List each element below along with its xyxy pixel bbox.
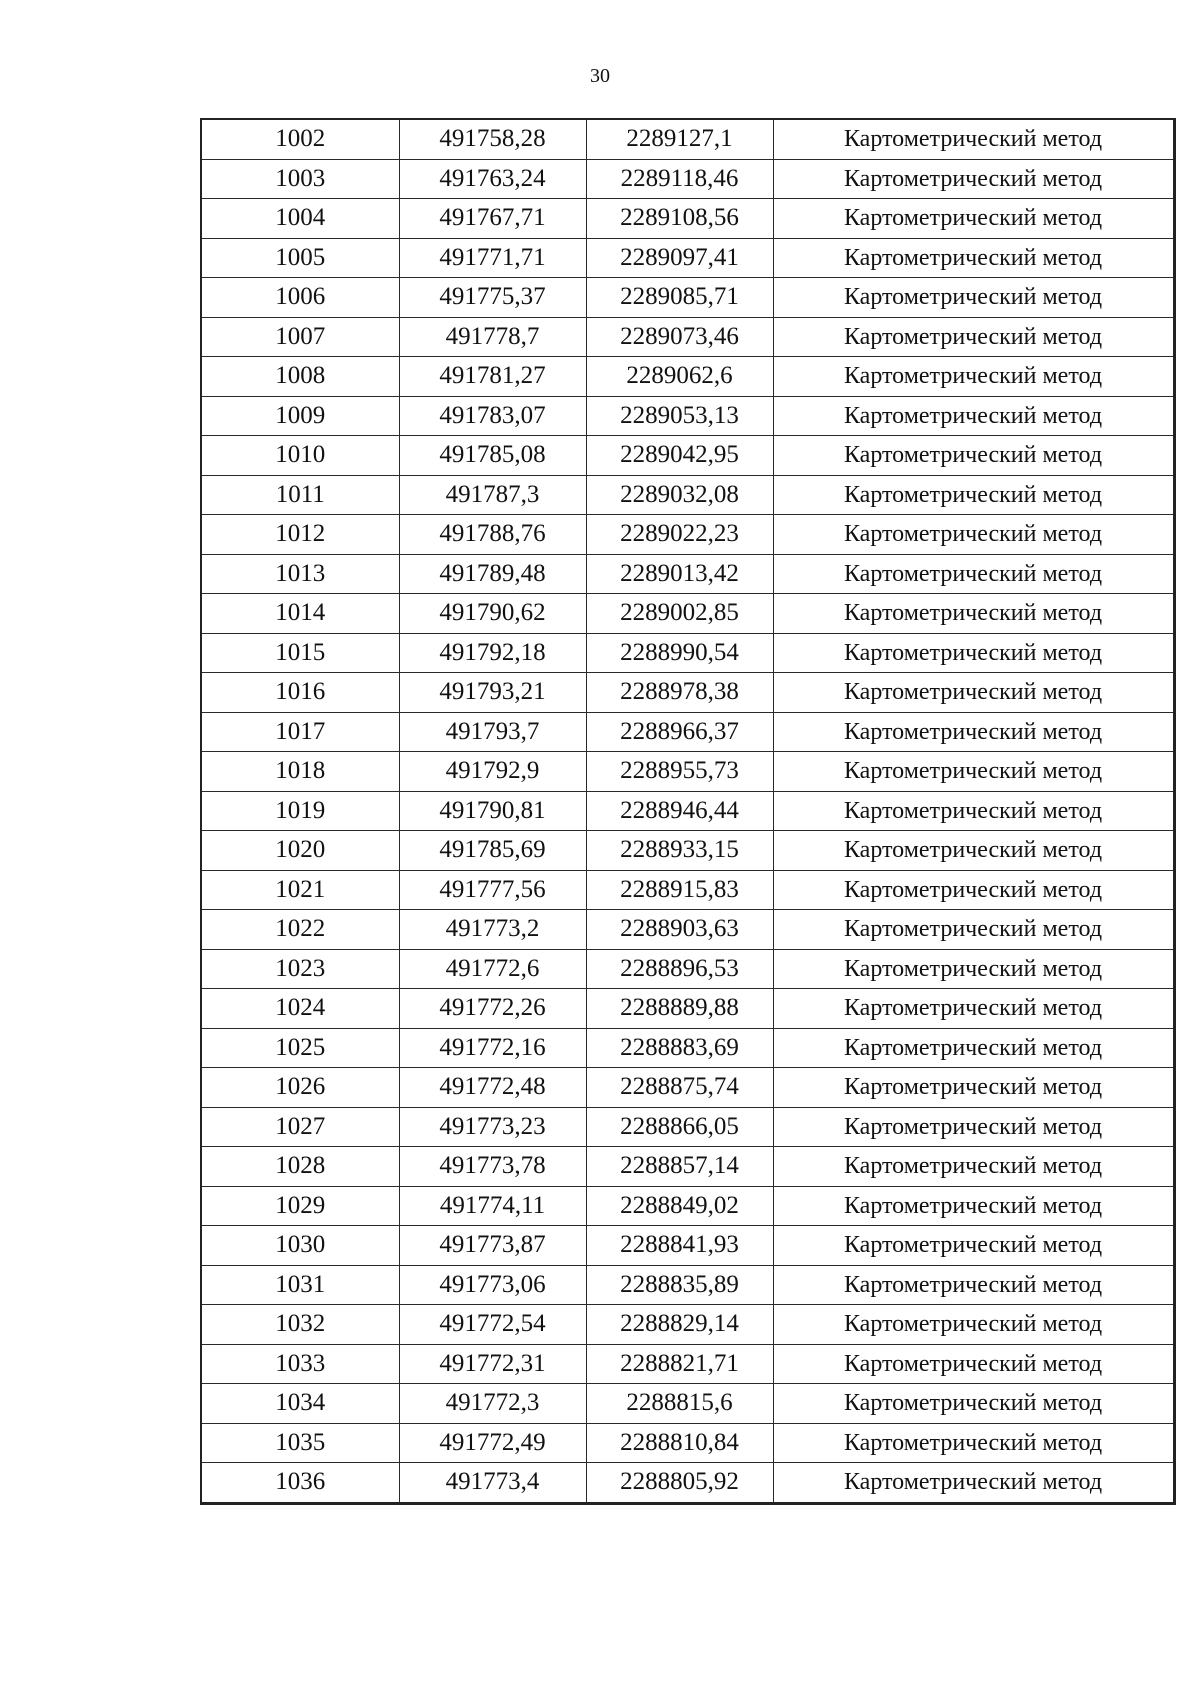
x-coordinate-cell: 491790,81 — [399, 791, 586, 831]
table-row — [201, 1107, 1174, 1147]
method-cell: Картометрический метод — [773, 1028, 1174, 1068]
method-cell: Картометрический метод — [773, 633, 1174, 673]
y-coordinate-cell: 2288955,73 — [586, 752, 773, 792]
table-row — [201, 554, 1174, 594]
y-coordinate-cell: 2289085,71 — [586, 278, 773, 318]
point-number-cell: 1008 — [201, 357, 399, 397]
y-coordinate-cell: 2288915,83 — [586, 870, 773, 910]
table-row — [201, 1226, 1174, 1266]
point-number-cell: 1017 — [201, 712, 399, 752]
x-coordinate-cell: 491773,4 — [399, 1463, 586, 1504]
x-coordinate-cell: 491775,37 — [399, 278, 586, 318]
x-coordinate-cell: 491772,48 — [399, 1068, 586, 1108]
method-cell: Картометрический метод — [773, 791, 1174, 831]
x-coordinate-cell: 491772,49 — [399, 1423, 586, 1463]
y-coordinate-cell: 2288841,93 — [586, 1226, 773, 1266]
method-cell: Картометрический метод — [773, 1265, 1174, 1305]
table-row — [201, 159, 1174, 199]
x-coordinate-cell: 491792,18 — [399, 633, 586, 673]
x-coordinate-cell: 491773,87 — [399, 1226, 586, 1266]
point-number-cell: 1012 — [201, 515, 399, 555]
y-coordinate-cell: 2289013,42 — [586, 554, 773, 594]
table-row — [201, 673, 1174, 713]
y-coordinate-cell: 2288990,54 — [586, 633, 773, 673]
point-number-cell: 1003 — [201, 159, 399, 199]
point-number-cell: 1011 — [201, 475, 399, 515]
x-coordinate-cell: 491772,54 — [399, 1305, 586, 1345]
y-coordinate-cell: 2288933,15 — [586, 831, 773, 871]
x-coordinate-cell: 491772,26 — [399, 989, 586, 1029]
coordinates-table-body — [201, 119, 1174, 1503]
y-coordinate-cell: 2288829,14 — [586, 1305, 773, 1345]
y-coordinate-cell: 2289002,85 — [586, 594, 773, 634]
method-cell: Картометрический метод — [773, 1344, 1174, 1384]
y-coordinate-cell: 2289097,41 — [586, 238, 773, 278]
method-cell: Картометрический метод — [773, 1068, 1174, 1108]
y-coordinate-cell: 2288821,71 — [586, 1344, 773, 1384]
method-cell: Картометрический метод — [773, 1107, 1174, 1147]
point-number-cell: 1007 — [201, 317, 399, 357]
point-number-cell: 1035 — [201, 1423, 399, 1463]
method-cell: Картометрический метод — [773, 1384, 1174, 1424]
method-cell: Картометрический метод — [773, 831, 1174, 871]
y-coordinate-cell: 2289108,56 — [586, 199, 773, 239]
x-coordinate-cell: 491785,08 — [399, 436, 586, 476]
y-coordinate-cell: 2289062,6 — [586, 357, 773, 397]
y-coordinate-cell: 2289127,1 — [586, 119, 773, 159]
table-row — [201, 712, 1174, 752]
x-coordinate-cell: 491773,06 — [399, 1265, 586, 1305]
method-cell: Картометрический метод — [773, 436, 1174, 476]
y-coordinate-cell: 2288815,6 — [586, 1384, 773, 1424]
table-row — [201, 831, 1174, 871]
table-row — [201, 1344, 1174, 1384]
point-number-cell: 1019 — [201, 791, 399, 831]
y-coordinate-cell: 2289032,08 — [586, 475, 773, 515]
method-cell: Картометрический метод — [773, 238, 1174, 278]
x-coordinate-cell: 491773,2 — [399, 910, 586, 950]
x-coordinate-cell: 491772,31 — [399, 1344, 586, 1384]
point-number-cell: 1018 — [201, 752, 399, 792]
x-coordinate-cell: 491787,3 — [399, 475, 586, 515]
y-coordinate-cell: 2288857,14 — [586, 1147, 773, 1187]
table-row — [201, 870, 1174, 910]
y-coordinate-cell: 2288978,38 — [586, 673, 773, 713]
point-number-cell: 1016 — [201, 673, 399, 713]
method-cell: Картометрический метод — [773, 752, 1174, 792]
coordinates-table — [200, 118, 1176, 1505]
table-row — [201, 1463, 1174, 1504]
point-number-cell: 1004 — [201, 199, 399, 239]
page-number: 30 — [590, 65, 610, 87]
x-coordinate-cell: 491781,27 — [399, 357, 586, 397]
method-cell: Картометрический метод — [773, 119, 1174, 159]
y-coordinate-cell: 2289053,13 — [586, 396, 773, 436]
point-number-cell: 1029 — [201, 1186, 399, 1226]
y-coordinate-cell: 2288849,02 — [586, 1186, 773, 1226]
x-coordinate-cell: 491772,3 — [399, 1384, 586, 1424]
table-row — [201, 317, 1174, 357]
point-number-cell: 1009 — [201, 396, 399, 436]
method-cell: Картометрический метод — [773, 1305, 1174, 1345]
x-coordinate-cell: 491774,11 — [399, 1186, 586, 1226]
table-row — [201, 199, 1174, 239]
table-row — [201, 1028, 1174, 1068]
x-coordinate-cell: 491767,71 — [399, 199, 586, 239]
table-row — [201, 1265, 1174, 1305]
table-row — [201, 1186, 1174, 1226]
y-coordinate-cell: 2288903,63 — [586, 910, 773, 950]
table-row — [201, 475, 1174, 515]
point-number-cell: 1014 — [201, 594, 399, 634]
point-number-cell: 1013 — [201, 554, 399, 594]
table-row — [201, 515, 1174, 555]
method-cell: Картометрический метод — [773, 1186, 1174, 1226]
method-cell: Картометрический метод — [773, 1423, 1174, 1463]
point-number-cell: 1034 — [201, 1384, 399, 1424]
table-row — [201, 989, 1174, 1029]
point-number-cell: 1028 — [201, 1147, 399, 1187]
point-number-cell: 1021 — [201, 870, 399, 910]
x-coordinate-cell: 491773,78 — [399, 1147, 586, 1187]
table-row — [201, 1423, 1174, 1463]
point-number-cell: 1002 — [201, 119, 399, 159]
method-cell: Картометрический метод — [773, 475, 1174, 515]
y-coordinate-cell: 2288875,74 — [586, 1068, 773, 1108]
table-row — [201, 119, 1174, 159]
x-coordinate-cell: 491773,23 — [399, 1107, 586, 1147]
table-row — [201, 1305, 1174, 1345]
table-row — [201, 357, 1174, 397]
point-number-cell: 1023 — [201, 949, 399, 989]
x-coordinate-cell: 491793,7 — [399, 712, 586, 752]
point-number-cell: 1020 — [201, 831, 399, 871]
method-cell: Картометрический метод — [773, 554, 1174, 594]
y-coordinate-cell: 2288966,37 — [586, 712, 773, 752]
x-coordinate-cell: 491789,48 — [399, 554, 586, 594]
method-cell: Картометрический метод — [773, 1226, 1174, 1266]
y-coordinate-cell: 2288889,88 — [586, 989, 773, 1029]
table-row — [201, 396, 1174, 436]
method-cell: Картометрический метод — [773, 317, 1174, 357]
point-number-cell: 1030 — [201, 1226, 399, 1266]
method-cell: Картометрический метод — [773, 396, 1174, 436]
point-number-cell: 1031 — [201, 1265, 399, 1305]
x-coordinate-cell: 491763,24 — [399, 159, 586, 199]
table-row — [201, 1384, 1174, 1424]
x-coordinate-cell: 491772,6 — [399, 949, 586, 989]
point-number-cell: 1010 — [201, 436, 399, 476]
x-coordinate-cell: 491772,16 — [399, 1028, 586, 1068]
method-cell: Картометрический метод — [773, 199, 1174, 239]
y-coordinate-cell: 2288805,92 — [586, 1463, 773, 1504]
x-coordinate-cell: 491792,9 — [399, 752, 586, 792]
method-cell: Картометрический метод — [773, 712, 1174, 752]
y-coordinate-cell: 2288946,44 — [586, 791, 773, 831]
method-cell: Картометрический метод — [773, 910, 1174, 950]
table-row — [201, 238, 1174, 278]
method-cell: Картометрический метод — [773, 357, 1174, 397]
x-coordinate-cell: 491790,62 — [399, 594, 586, 634]
method-cell: Картометрический метод — [773, 870, 1174, 910]
method-cell: Картометрический метод — [773, 1147, 1174, 1187]
x-coordinate-cell: 491758,28 — [399, 119, 586, 159]
point-number-cell: 1022 — [201, 910, 399, 950]
method-cell: Картометрический метод — [773, 594, 1174, 634]
method-cell: Картометрический метод — [773, 278, 1174, 318]
y-coordinate-cell: 2289073,46 — [586, 317, 773, 357]
table-row — [201, 436, 1174, 476]
point-number-cell: 1006 — [201, 278, 399, 318]
point-number-cell: 1032 — [201, 1305, 399, 1345]
x-coordinate-cell: 491783,07 — [399, 396, 586, 436]
method-cell: Картометрический метод — [773, 159, 1174, 199]
point-number-cell: 1027 — [201, 1107, 399, 1147]
y-coordinate-cell: 2288866,05 — [586, 1107, 773, 1147]
x-coordinate-cell: 491778,7 — [399, 317, 586, 357]
x-coordinate-cell: 491785,69 — [399, 831, 586, 871]
point-number-cell: 1015 — [201, 633, 399, 673]
point-number-cell: 1026 — [201, 1068, 399, 1108]
point-number-cell: 1036 — [201, 1463, 399, 1504]
table-row — [201, 910, 1174, 950]
x-coordinate-cell: 491788,76 — [399, 515, 586, 555]
method-cell: Картометрический метод — [773, 673, 1174, 713]
y-coordinate-cell: 2289022,23 — [586, 515, 773, 555]
point-number-cell: 1033 — [201, 1344, 399, 1384]
method-cell: Картометрический метод — [773, 515, 1174, 555]
x-coordinate-cell: 491771,71 — [399, 238, 586, 278]
table-row — [201, 278, 1174, 318]
table-row — [201, 949, 1174, 989]
y-coordinate-cell: 2288883,69 — [586, 1028, 773, 1068]
table-row — [201, 752, 1174, 792]
point-number-cell: 1025 — [201, 1028, 399, 1068]
method-cell: Картометрический метод — [773, 989, 1174, 1029]
table-row — [201, 1068, 1174, 1108]
y-coordinate-cell: 2288810,84 — [586, 1423, 773, 1463]
method-cell: Картометрический метод — [773, 1463, 1174, 1504]
y-coordinate-cell: 2288896,53 — [586, 949, 773, 989]
table-row — [201, 1147, 1174, 1187]
x-coordinate-cell: 491793,21 — [399, 673, 586, 713]
method-cell: Картометрический метод — [773, 949, 1174, 989]
x-coordinate-cell: 491777,56 — [399, 870, 586, 910]
table-row — [201, 791, 1174, 831]
y-coordinate-cell: 2289042,95 — [586, 436, 773, 476]
table-row — [201, 594, 1174, 634]
y-coordinate-cell: 2289118,46 — [586, 159, 773, 199]
point-number-cell: 1005 — [201, 238, 399, 278]
table-row — [201, 633, 1174, 673]
y-coordinate-cell: 2288835,89 — [586, 1265, 773, 1305]
point-number-cell: 1024 — [201, 989, 399, 1029]
